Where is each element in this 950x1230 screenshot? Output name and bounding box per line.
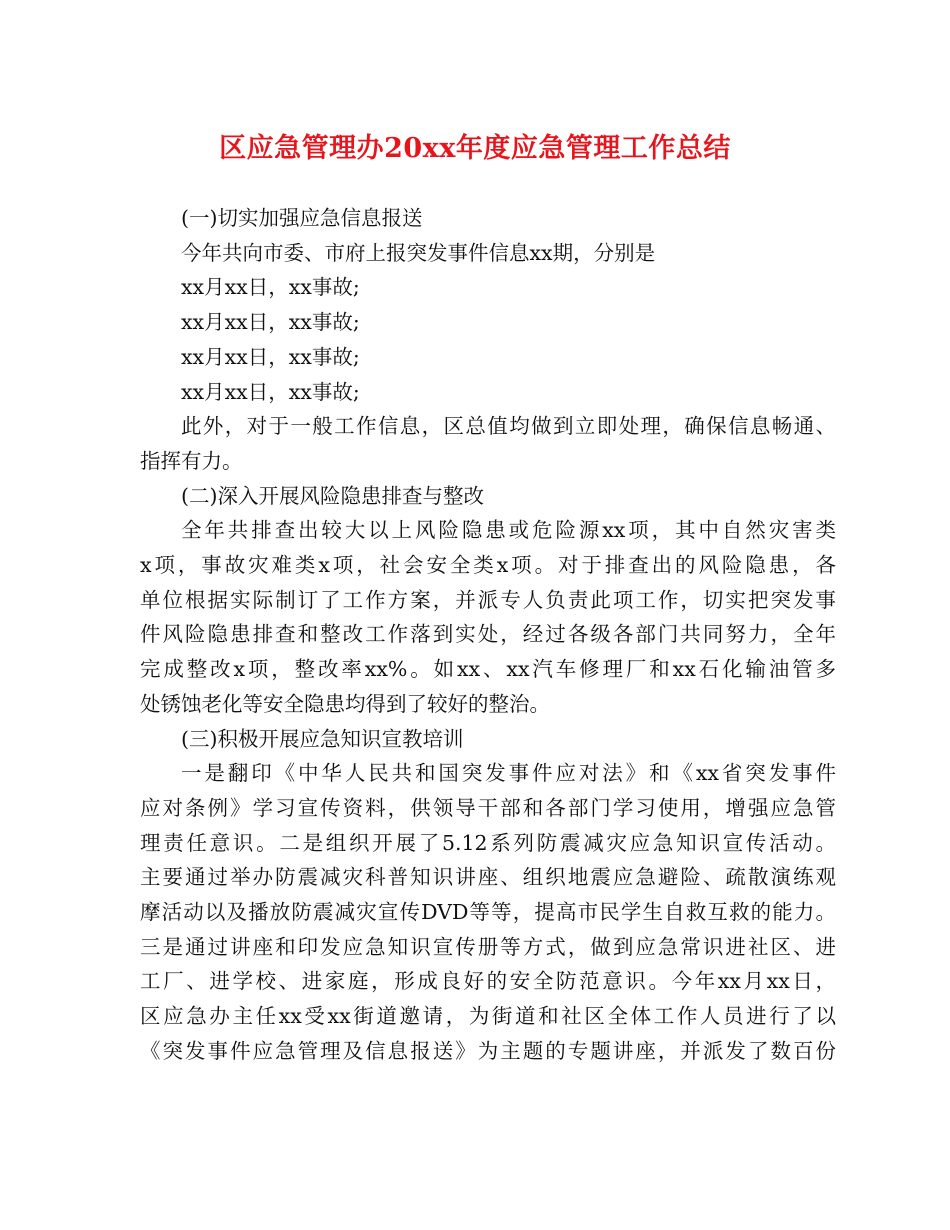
document-body <box>140 201 836 1069</box>
text-line: 三是通过讲座和印发应急知识宣传册等方式，做到应急常识进社区、进 <box>140 934 836 959</box>
text-line: 工厂、进学校、进家庭，形成良好的安全防范意识。今年xx月xx日， <box>140 969 836 994</box>
text-line: 一是翻印《中华人民共和国突发事件应对法》和《xx省突发事件 <box>181 761 836 786</box>
text-line: 此外，对于一般工作信息，区总值均做到立即处理，确保信息畅通、 <box>181 414 836 439</box>
text-line: xx月xx日，xx事故; <box>181 379 360 404</box>
text-line: (二)深入开展风险隐患排查与整改 <box>181 483 484 508</box>
text-line: xx月xx日，xx事故; <box>181 275 360 300</box>
text-line: 摩活动以及播放防震减灾宣传DVD等等，提高市民学生自救互救的能力。 <box>140 900 836 925</box>
text-line: (三)积极开展应急知识宣教培训 <box>181 726 464 751</box>
text-line: 区应急办主任xx受xx街道邀请，为街道和社区全体工作人员进行了以 <box>140 1004 836 1029</box>
text-line: (一)切实加强应急信息报送 <box>181 206 423 230</box>
text-line: 单位根据实际制订了工作方案，并派专人负责此项工作，切实把突发事 <box>140 587 836 612</box>
text-line: 应对条例》学习宣传资料，供领导干部和各部门学习使用，增强应急管 <box>140 795 836 820</box>
text-line: 件风险隐患排查和整改工作落到实处，经过各级各部门共同努力，全年 <box>140 622 836 647</box>
text-line: 理责任意识。二是组织开展了5.12系列防震减灾应急知识宣传活动。 <box>140 830 836 855</box>
text-line: 主要通过举办防震减灾科普知识讲座、组织地震应急避险、疏散演练观 <box>140 865 836 890</box>
text-line: xx月xx日，xx事故; <box>181 310 360 335</box>
text-line: 指挥有力。 <box>140 448 243 473</box>
text-line: x项，事故灾难类x项，社会安全类x项。对于排查出的风险隐患，各 <box>140 553 836 578</box>
text-line: 《突发事件应急管理及信息报送》为主题的专题讲座，并派发了数百份 <box>140 1038 836 1063</box>
text-line: 完成整改x项，整改率xx%。如xx、xx汽车修理厂和xx石化输油管多 <box>140 657 836 682</box>
text-line: xx月xx日，xx事故; <box>181 344 360 369</box>
text-line: 处锈蚀老化等安全隐患均得到了较好的整治。 <box>140 691 550 716</box>
text-line: 全年共排查出较大以上风险隐患或危险源xx项，其中自然灾害类 <box>181 518 836 543</box>
document-title: 区应急管理办20xx年度应急管理工作总结 <box>219 133 731 164</box>
text-line: 今年共向市委、市府上报突发事件信息xx期，分别是 <box>181 240 656 265</box>
